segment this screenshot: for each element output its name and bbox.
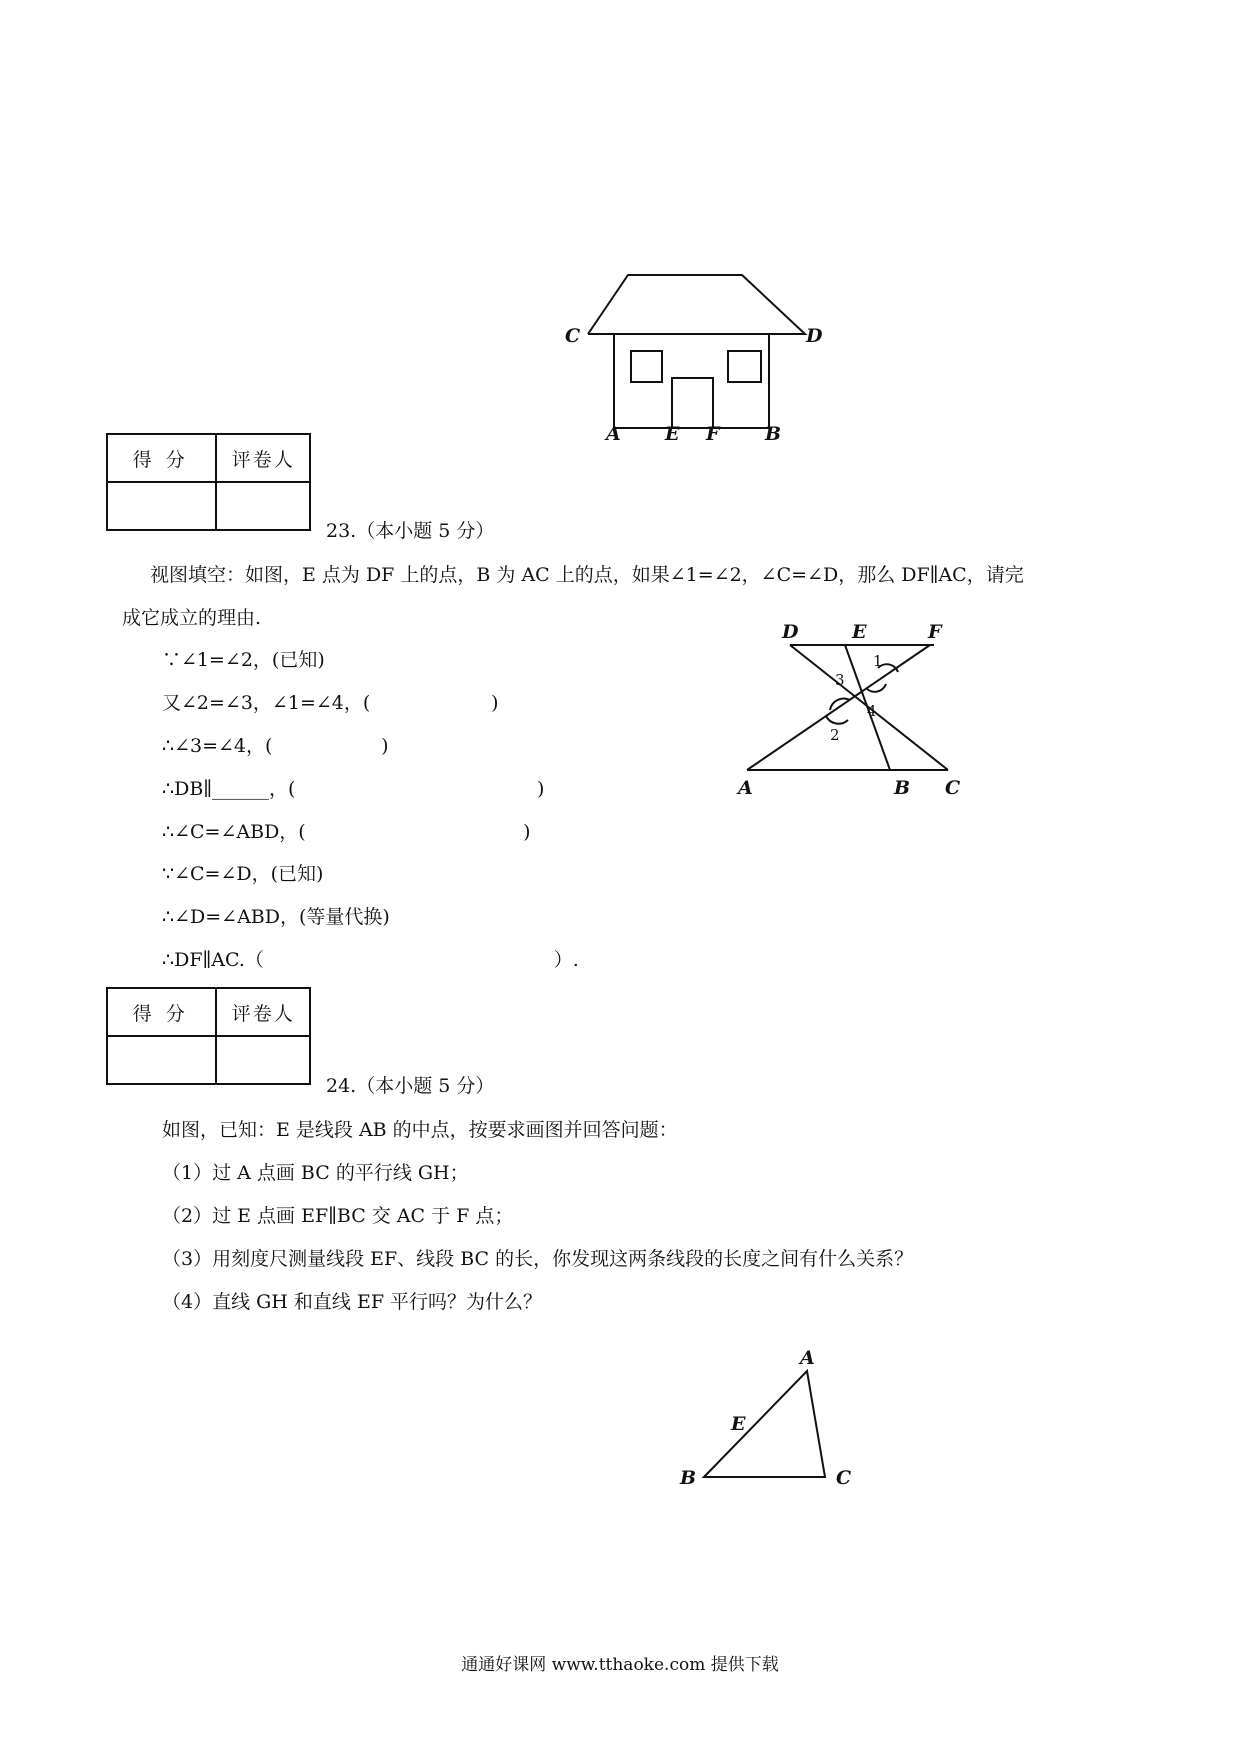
score-box-2-col2: 评卷人 [216, 988, 310, 1036]
q24-label-c: C [836, 1467, 852, 1489]
q23-step-7: ∴∠D=∠ABD，(等量代换) [162, 906, 390, 928]
q24-heading: 24.（本小题 5 分） [326, 1075, 495, 1097]
q23-label-f: F [928, 621, 942, 643]
score-box-2-col1: 得分 [107, 988, 216, 1036]
q23-label-a: A [738, 777, 753, 799]
q24-label-e: E [731, 1413, 746, 1435]
q24-label-b: B [680, 1467, 697, 1489]
q23-label-d: D [782, 621, 799, 643]
score-box-1 [106, 433, 311, 531]
house-wall [614, 334, 769, 428]
q23-label-c: C [945, 777, 961, 799]
house-label-b: B [765, 423, 782, 445]
score-box-1-grader-cell[interactable] [216, 482, 310, 530]
house-window-left [631, 351, 662, 382]
score-box-2-grader-cell[interactable] [216, 1036, 310, 1084]
house-label-c: C [565, 325, 581, 347]
page-footer: 通通好课网 www.tthaoke.com 提供下载 [461, 1655, 779, 1675]
q23-heading: 23.（本小题 5 分） [326, 520, 495, 542]
q24-item-1: （1）过 A 点画 BC 的平行线 GH； [162, 1162, 469, 1184]
q23-angle-4: 4 [867, 702, 877, 720]
house-window-right [728, 351, 761, 382]
q23-label-b: B [894, 777, 911, 799]
q23-step-6: ∵∠C=∠D，(已知) [162, 863, 324, 885]
q23-step-2: 又∠2=∠3，∠1=∠4，( ) [162, 692, 499, 714]
q23-label-e: E [852, 621, 867, 643]
q24-label-a: A [800, 1347, 815, 1369]
q23-step-4: ∴DB∥______，( ) [162, 778, 545, 800]
score-box-1-col1: 得分 [107, 434, 216, 482]
q23-angle-2: 2 [830, 726, 840, 744]
q23-step-1: ∵∠1=∠2，(已知) [162, 649, 325, 671]
q24-item-2: （2）过 E 点画 EF∥BC 交 AC 于 F 点； [162, 1205, 514, 1227]
house-label-e: E [665, 423, 680, 445]
score-box-1-score-cell[interactable] [107, 482, 216, 530]
q24-item-4: （4）直线 GH 和直线 EF 平行吗？为什么？ [162, 1291, 543, 1313]
q24-stem: 如图，已知：E 是线段 AB 的中点，按要求画图并回答问题： [162, 1119, 678, 1141]
score-box-1-col2: 评卷人 [216, 434, 310, 482]
house-roof [588, 275, 805, 334]
q24-item-3: （3）用刻度尺测量线段 EF、线段 BC 的长，你发现这两条线段的长度之间有什么关系？ [162, 1248, 914, 1270]
q23-angle-3: 3 [835, 671, 845, 689]
q23-step-5: ∴∠C=∠ABD，( ) [162, 821, 531, 843]
q23-step-3: ∴∠3=∠4，( ) [162, 735, 389, 757]
house-label-a: A [606, 423, 621, 445]
q23-stem-line2: 成它成立的理由. [122, 607, 262, 629]
score-box-2-score-cell[interactable] [107, 1036, 216, 1084]
q23-stem-line1: 视图填空：如图，E 点为 DF 上的点，B 为 AC 上的点，如果∠1=∠2，∠C=∠D，那么 DF∥AC，请完 [150, 564, 1024, 586]
house-door [672, 378, 713, 428]
house-label-f: F [706, 423, 720, 445]
house-label-d: D [806, 325, 823, 347]
score-box-2 [106, 987, 311, 1085]
q23-angle-1: 1 [873, 652, 883, 670]
q23-step-8: ∴DF∥AC.（ ）. [162, 949, 579, 971]
